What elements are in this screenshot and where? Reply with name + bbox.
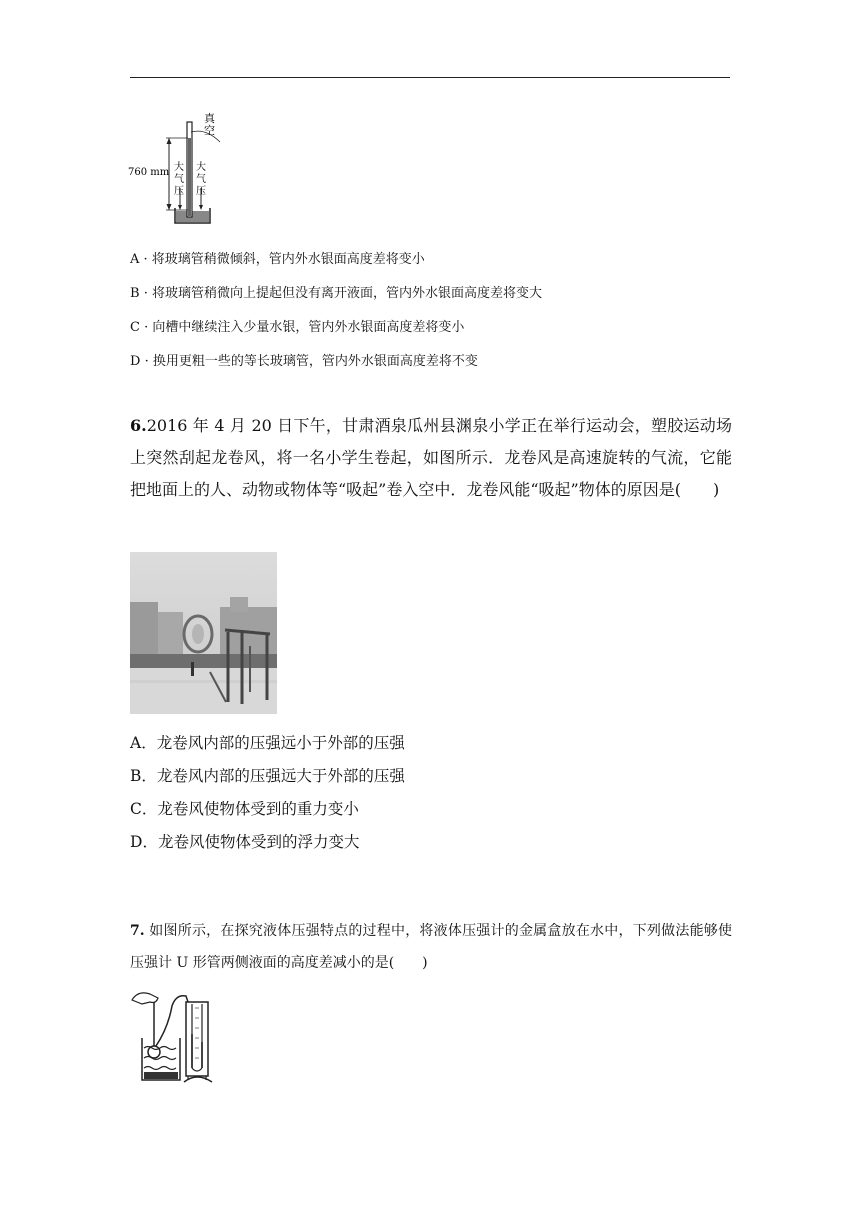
header-rule (130, 77, 730, 78)
question-7-number: 7. (130, 923, 145, 939)
q6-option-c-text: 龙卷风使物体受到的重力变小 (157, 800, 359, 818)
q6-option-b[interactable]: B．龙卷风内部的压强远大于外部的压强 (130, 767, 405, 785)
vacuum-label-1: 真 (204, 112, 215, 125)
q6-option-c[interactable]: C．龙卷风使物体受到的重力变小 (130, 800, 359, 818)
q5-option-a[interactable]: A · 将玻璃管稍微倾斜，管内外水银面高度差将变小 (130, 252, 425, 267)
atm-left-label-1: 大 (174, 162, 184, 173)
q5-option-d[interactable]: D · 换用更粗一些的等长玻璃管，管内外水银面高度差将不变 (130, 354, 478, 369)
question-6-number: 6. (130, 416, 147, 435)
question-6 (130, 410, 732, 506)
atm-left-label-3: 压 (174, 186, 184, 197)
height-label: 760 mm (128, 167, 170, 178)
atm-right-label-1: 大 (196, 162, 206, 173)
q5-option-b-text: 将玻璃管稍微向上提起但没有离开液面，管内外水银面高度差将变大 (151, 286, 542, 301)
pressure-gauge-figure (128, 988, 228, 1084)
barometer-figure (128, 108, 240, 226)
vacuum-label-2: 空 (204, 124, 215, 137)
tornado-photo (130, 552, 277, 714)
q6-option-d[interactable]: D．龙卷风使物体受到的浮力变大 (130, 833, 360, 851)
atm-right-label-3: 压 (196, 186, 206, 197)
q6-option-a[interactable]: A．龙卷风内部的压强远小于外部的压强 (130, 734, 405, 752)
q6-option-a-text: 龙卷风内部的压强远小于外部的压强 (156, 734, 405, 752)
q5-option-c-text: 向槽中继续注入少量水银，管内外水银面高度差将变小 (152, 320, 465, 335)
q5-option-d-text: 换用更粗一些的等长玻璃管，管内外水银面高度差将不变 (152, 354, 478, 369)
q5-option-a-text: 将玻璃管稍微倾斜，管内外水银面高度差将变小 (151, 252, 425, 267)
question-7-text: 如图所示，在探究液体压强特点的过程中，将液体压强计的金属盒放在水中，下列做法能够使压强计 U 形管两侧液面的高度差减小的是( ) (130, 923, 732, 971)
question-7 (130, 915, 732, 979)
atm-left-label-2: 气 (174, 174, 184, 185)
q6-option-b-text: 龙卷风内部的压强远大于外部的压强 (156, 767, 405, 785)
q5-option-b[interactable]: B · 将玻璃管稍微向上提起但没有离开液面，管内外水银面高度差将变大 (130, 286, 542, 301)
q5-option-c[interactable]: C · 向槽中继续注入少量水银，管内外水银面高度差将变小 (130, 320, 465, 335)
q6-option-d-text: 龙卷风使物体受到的浮力变大 (157, 833, 360, 851)
question-6-text: 2016 年 4 月 20 日下午，甘肃酒泉瓜州县渊泉小学正在举行运动会，塑胶运动场上突然刮起龙卷风，将一名小学生卷起，如图所示．龙卷风是高速旋转的气流，它能把地面上的人、动物或物体等“吸起”卷入空中．龙卷风能“吸起”物体的原因是( ) (130, 416, 732, 499)
atm-right-label-2: 气 (196, 174, 206, 185)
